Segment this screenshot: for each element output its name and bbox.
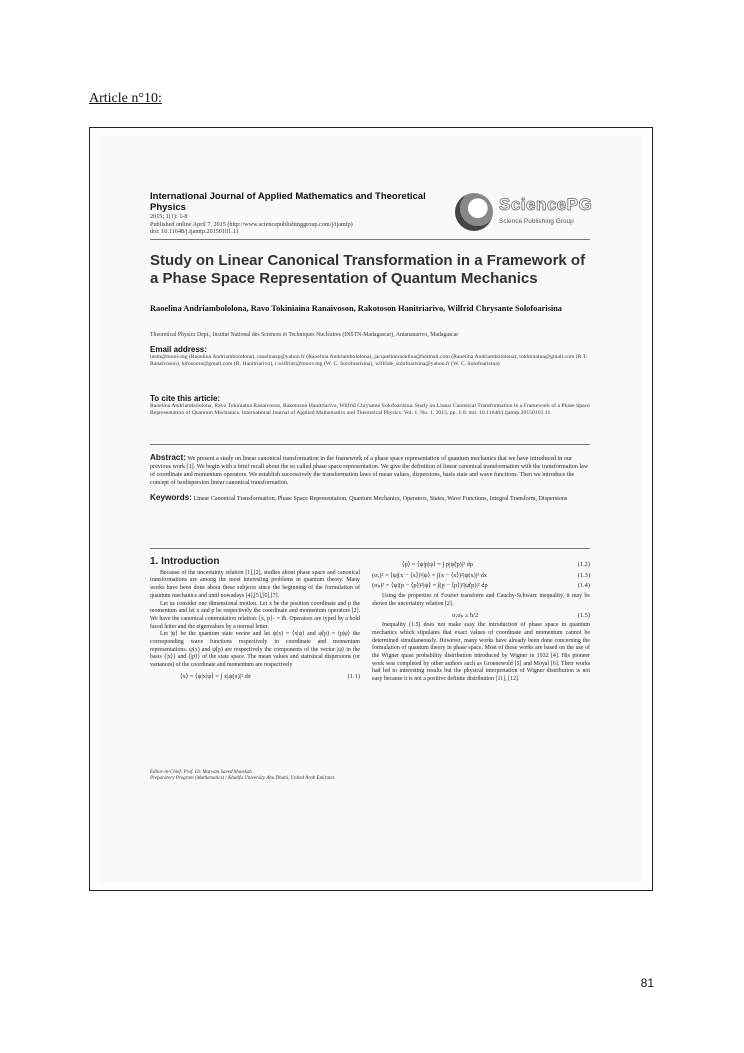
body-divider	[150, 548, 590, 549]
equation-1-5-number: (1.5)	[577, 611, 590, 619]
equation-1-5	[372, 612, 590, 620]
journal-published: Published online April 7, 2015 (http://www.sciencepublishinggroup.com/j/ijamtp)	[150, 220, 353, 228]
journal-doi: doi: 10.11648/j.ijamtp.20150101.11	[150, 228, 239, 236]
equation-1-2-body: ⟨p⟩ = ⟨ψ|p|ψ⟩ = ∫ p|ψ̃(p)|² dp	[402, 561, 473, 568]
scanned-article-frame	[89, 127, 653, 891]
intro-paragraph-2: Let us consider one dimensional motion. Let x be the position coordinate and p the momentum and let x and p be respectively the coordinate and momentum operators [2]. We have the canonical commutation relation: [x, p]₋ = iħ. Operators are typed by a bold faced letter and the eigenvalues by a normal letter.	[150, 600, 360, 630]
editor-program: Preparatory Program (Mathematics) / Khalifa University Abu Dhabi, United Arab Emirates	[150, 776, 335, 782]
equation-1-4-number: (1.4)	[577, 582, 590, 590]
intro-paragraph-3: Let |ψ⟩ be the quantum state vector and let ψ(x) = ⟨x|ψ⟩ and ψ̃(p) = ⟨p|ψ⟩ the corresponding wave functions respectively in coordinate and momentum representations. ψ(x) and ψ̃(p) are respectively the components of the vector |ψ⟩ in the basis {|x⟩} and {|p⟩} of the state space. The mean values and statistical dispersions (or variances) of the coordinate and momentum are respectively	[150, 631, 360, 669]
keywords-label: Keywords:	[150, 492, 192, 502]
equation-1-3-number: (1.3)	[577, 571, 590, 579]
equation-1-3	[372, 572, 590, 580]
paper-authors: Raoelina Andriambololona, Ravo Tokiniaina Ranaivoson, Rakotoson Hanitriarivo, Wilfrid Chrysante Solofoarisina	[150, 304, 562, 313]
journal-issue: 2015; 1(1): 1-8	[150, 213, 188, 220]
cite-text: Raoelina Andriambololona, Ravo Tokiniaina Ranaivoson, Rakotoson Hanitriarivo, Wilfrid Chrysante Solofoarisina. Study on Linear Canonical Transformation in a Framework of a Phase Space Representation of Quantum Mechanics. International Journal of Applied Mathematics and Theoretical Physics. Vol. 1, No. 1, 2015, pp. 1-8. doi: 10.11648/j.ijamtp.20150101.11	[150, 403, 590, 417]
abstract-label: Abstract:	[150, 453, 186, 462]
publisher-logo-icon	[455, 193, 493, 231]
article-label: Article n°10:	[89, 91, 162, 106]
header-divider	[150, 239, 590, 240]
left-column	[150, 558, 360, 684]
equation-1-4	[372, 582, 590, 590]
equation-1-1-body: ⟨x⟩ = ⟨ψ|x|ψ⟩ = ∫ x|ψ(x)|² dx	[180, 672, 251, 680]
abstract-text: We present a study on linear canonical transformation in the framework of a phase space representation of quantum mechanics that we have introduced in our previous work [1]. We begin with a brief recall about the so called phase space representation. We give the definition of linear canonical transformation with the transformation law of coordinate and momentum operators. We establish successively the transformation laws of mean values, dispersions, basis state and wave functions. Then we introduce the concept of isodispersion linear canonical transformation.	[150, 456, 589, 486]
email-heading: Email address:	[150, 345, 207, 354]
scanned-page	[100, 136, 642, 882]
editor-footer	[150, 770, 370, 782]
intro-heading: 1. Introduction	[150, 556, 220, 567]
journal-title: International Journal of Applied Mathematics and Theoretical Physics	[150, 191, 426, 213]
equation-1-2	[372, 561, 590, 569]
intro-paragraph-1: Because of the uncertainty relation [1],[2], studies about phase space and canonical transformations are among the most interesting problems in quantum theory. Many works have been done about these subjects since the beginning of the formulation of quantum mechanics and until nowadays [4],[5],[6],[7].	[150, 569, 360, 599]
intro-paragraph-4: Using the properties of Fourier transform and Cauchy-Schwarz inequality, it may be shown the uncertainty relation [2].	[372, 593, 590, 607]
email-section	[150, 345, 590, 369]
right-column	[372, 558, 590, 684]
abstract-divider	[150, 444, 590, 445]
publisher-logo-name: SciencePG	[499, 195, 593, 214]
equation-1-5-body: σₓσₚ ≥ ħ/2	[452, 611, 479, 619]
equation-1-4-body: (σₚ)² = ⟨ψ|(p − ⟨p⟩)²|ψ⟩ = ∫(p − ⟨p⟩)²|ψ̃(p)|² dp	[372, 582, 488, 590]
publisher-logo	[455, 191, 595, 233]
publisher-logo-subtitle: Science Publishing Group	[499, 218, 574, 225]
journal-header	[150, 191, 430, 236]
email-text: instn@moov.mg (Raoelina Andriambololona), raoelinasp@yahoo.fr (Raoelina Andriambololona), jacquelineraoelina@hotmail.com (Raoelina Andriambololona), tokhiniaina@gmail.com (R.T. Ranaivoson), infosoora@gmail.com (R. Hanitriarivo), r.wilfridc@moov.mg (W. C. Solofoarisina), wilfride_solofoarisina@yahoo.fr (W. C. Solofoarisina)	[150, 354, 588, 368]
cite-section	[150, 394, 590, 418]
abstract	[150, 454, 590, 504]
editor-in-chief: Editor-in-Chief: Prof. Dr. Marwan Saeed Shawkah	[150, 770, 252, 775]
page-number: 81	[640, 976, 654, 990]
equation-1-1-number: (1.1)	[347, 672, 360, 680]
equation-1-2-number: (1.2)	[577, 561, 590, 568]
intro-paragraph-5: Inequality (1.5) does not make easy the introduction of phase space in quantum mechanics which stipulates that exact values of coordinate and momentum cannot be determined simultaneously. However, many works have already been done concerning the formulation of quantum theory in phase space. Most of those works are based on the use of the Wigner quasi probability distribution introduced by Wigner in 1932 [4]. His pioneer work was completed by other authors such as Groenewold [5] and Moyal [6]. Their works had led to interesting results but the physical interpretation of Wigner distribution is not easy because it is not a positive definite distribution [11], [12].	[372, 622, 590, 683]
equation-1-1	[150, 673, 360, 681]
paper-title: Study on Linear Canonical Transformation in a Framework of a Phase Space Representation of Quantum Mechanics	[150, 252, 586, 287]
cite-heading: To cite this article:	[150, 394, 221, 403]
keywords-text: Linear Canonical Transformation, Phase Space Representation, Quantum Mechanics, Operators, States, Wave Functions, Integral Transform, Dispersions	[193, 495, 568, 502]
equation-1-3-body: (σₓ)² = ⟨ψ|(x − ⟨x⟩)²|ψ⟩ = ∫(x − ⟨x⟩)²|ψ(x)|² dx	[372, 571, 487, 579]
paper-affiliation: Theoretical Physics Dept., Institut National des Sciences et Techniques Nucléaires (INSTN-Madagascar), Antananarivo, Madagascar	[150, 332, 459, 338]
